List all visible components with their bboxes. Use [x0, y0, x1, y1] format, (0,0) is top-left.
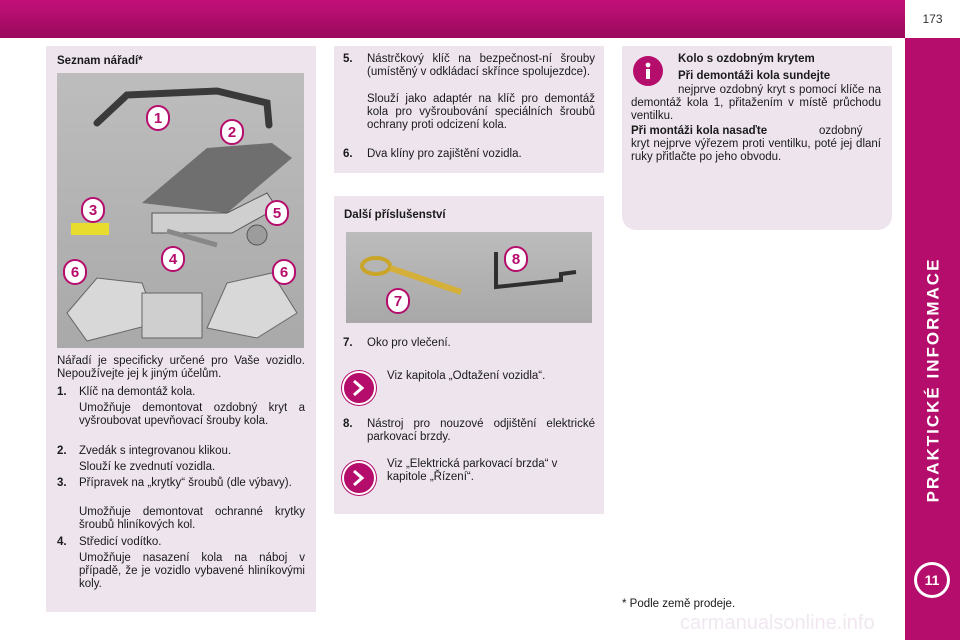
item-3-desc: Umožňuje demontovat ochranné krytky šroubů hliníkových kol.	[79, 506, 305, 531]
photo-label-2: 2	[220, 119, 244, 145]
page-number: 173	[922, 12, 943, 26]
item-7-title: Oko pro vlečení.	[367, 337, 451, 349]
header-bar	[0, 0, 905, 38]
mount-text: ozdobný kryt nejprve výřezem proti ventilku, poté jej dlaní ruky přitlačte po jeho obvodu.	[631, 125, 881, 163]
item-8-reference: Viz „Elektrická parkovací brzda“ v kapitole „Řízení“.	[387, 458, 558, 483]
item-1-desc: Umožňuje demontovat ozdobný kryt a vyšroubovat upevňovací šrouby kola.	[79, 402, 305, 427]
photo-label-8: 8	[504, 246, 528, 272]
item-7-number: 7.	[343, 337, 353, 349]
watermark: carmanualsonline.info	[680, 612, 875, 634]
item-5-desc: Slouží jako adaptér na klíč pro demontáž kola pro vyšroubování speciálních šroubů ochrany proti odcizení kola.	[367, 93, 595, 131]
item-7-reference: Viz kapitola „Odtažení vozidla“.	[387, 370, 546, 382]
item-4-title: Středicí vodítko.	[79, 536, 162, 548]
wheel-cover-heading: Kolo s ozdobným krytem	[678, 53, 815, 65]
item-4-desc: Umožňuje nasazení kola na náboj v případě, že je vozidlo vybavené hliníkovými koly.	[79, 552, 305, 590]
tools-intro: Nářadí je specificky určené pro Vaše vozidlo. Nepoužívejte jej k jiným účelům.	[57, 355, 305, 380]
chapter-badge	[914, 562, 950, 598]
photo-label-6b: 6	[272, 259, 296, 285]
item-5-number: 5.	[343, 53, 353, 65]
photo-label-4: 4	[161, 246, 185, 272]
removal-bold: Při demontáži kola sundejte	[678, 70, 831, 82]
accessories-photo	[346, 232, 592, 323]
tools-photo	[57, 73, 304, 348]
photo-label-6a: 6	[63, 259, 87, 285]
chapter-title-container	[906, 200, 960, 560]
item-2-title: Zvedák s integrovanou klikou.	[79, 445, 232, 457]
removal-text: nejprve ozdobný kryt s pomocí klíče na demontáž kola 1, přitažením v místě průchodu ventilku.	[631, 84, 881, 122]
photo-label-3: 3	[81, 197, 105, 223]
item-3-number: 3.	[57, 477, 67, 489]
photo-label-5: 5	[265, 200, 289, 226]
item-8-title: Nástroj pro nouzové odjištění elektrické parkovací brzdy.	[367, 418, 595, 443]
item-2-number: 2.	[57, 445, 67, 457]
item-1-number: 1.	[57, 386, 67, 398]
accessories-illustration	[346, 232, 592, 323]
chevron-right-icon	[344, 373, 374, 403]
item-8-number: 8.	[343, 418, 353, 430]
arrow-reference-icon	[342, 371, 376, 405]
accessories-heading: Další příslušenství	[344, 209, 446, 221]
item-4-number: 4.	[57, 536, 67, 548]
item-5-title: Nástrčkový klíč na bezpečnost-ní šrouby (umístěný v odkládací skřínce spolujezdce).	[367, 53, 595, 78]
item-3-title: Přípravek na „krytky“ šroubů (dle výbavy).	[79, 477, 292, 489]
tools-heading: Seznam nářadí*	[57, 55, 143, 67]
footnote: * Podle země prodeje.	[622, 598, 736, 610]
chapter-number: 11	[917, 565, 947, 595]
photo-label-1: 1	[146, 105, 170, 131]
item-6-title: Dva klíny pro zajištění vozidla.	[367, 148, 522, 160]
chapter-title: PRAKTICKÉ INFORMACE	[923, 257, 942, 503]
photo-label-7: 7	[386, 288, 410, 314]
item-6-number: 6.	[343, 148, 353, 160]
info-icon	[633, 56, 663, 86]
item-2-desc: Slouží ke zvednutí vozidla.	[79, 461, 216, 473]
mount-bold: Při montáži kola nasaďte	[631, 125, 768, 137]
chevron-right-icon	[344, 463, 374, 493]
arrow-reference-icon	[342, 461, 376, 495]
item-1-title: Klíč na demontáž kola.	[79, 386, 196, 398]
